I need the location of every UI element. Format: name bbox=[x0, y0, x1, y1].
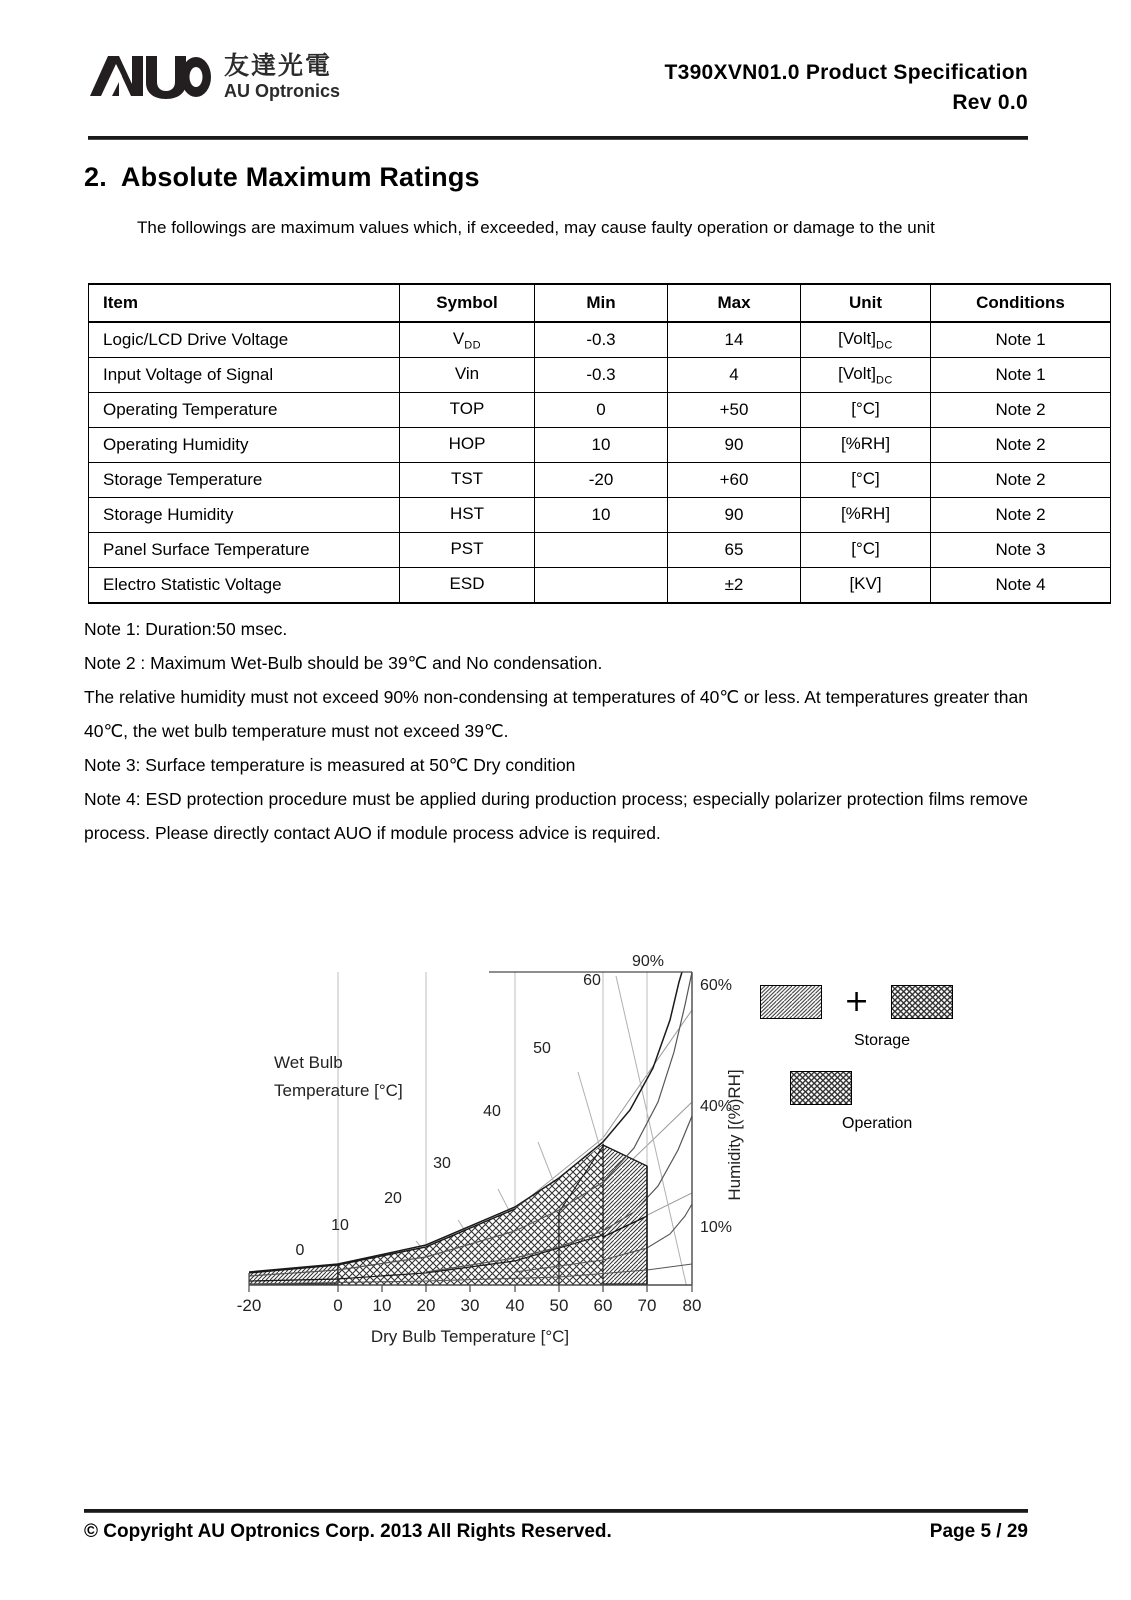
symbol-base: Vin bbox=[454, 363, 480, 383]
cell-max: 90 bbox=[668, 498, 801, 533]
symbol-base: V bbox=[452, 328, 465, 348]
note-2: Note 2 : Maximum Wet-Bulb should be 39℃ and No condensation. bbox=[84, 653, 603, 673]
column-header-item: Item bbox=[89, 284, 400, 322]
product-title: T390XVN01.0 Product Specification bbox=[664, 61, 1028, 84]
cell-max: 4 bbox=[668, 358, 801, 393]
cell-symbol bbox=[400, 322, 535, 358]
cell-max: +50 bbox=[668, 393, 801, 428]
crosshatch-swatch bbox=[790, 1071, 852, 1105]
diagonal-hatch-swatch bbox=[760, 985, 822, 1019]
table-row bbox=[89, 533, 1111, 568]
column-header-symbol: Symbol bbox=[400, 284, 535, 322]
unit-base: [°C] bbox=[851, 468, 880, 488]
rh-label-60: 60% bbox=[700, 977, 733, 994]
note-1: Note 1: Duration:50 msec. bbox=[84, 619, 288, 639]
page-title bbox=[84, 162, 480, 193]
cell-max: 65 bbox=[668, 533, 801, 568]
cell-unit bbox=[801, 322, 931, 358]
cell-unit bbox=[801, 568, 931, 604]
cell-max: 90 bbox=[668, 428, 801, 463]
x-tick-label: -20 bbox=[236, 1296, 262, 1315]
page-number: Page 5 / 29 bbox=[929, 1521, 1028, 1542]
symbol-base: TST bbox=[450, 468, 484, 488]
unit-base: [%RH] bbox=[840, 503, 891, 523]
x-tick-label: 80 bbox=[682, 1296, 702, 1315]
legend-label-operation: Operation bbox=[842, 1115, 913, 1132]
y-axis-title: Humidity [(%)RH] bbox=[725, 1069, 744, 1201]
wet-bulb-caption-line1: Wet Bulb bbox=[274, 1053, 343, 1072]
symbol-subscript: DD bbox=[464, 339, 482, 352]
cell-conditions: Note 2 bbox=[931, 463, 1111, 498]
section-intro-text: The followings are maximum values which, if exceeded, may cause faulty operation or damage to the unit bbox=[137, 218, 935, 237]
table-row bbox=[89, 568, 1111, 604]
table-row bbox=[89, 393, 1111, 428]
column-header-conditions: Conditions bbox=[931, 284, 1111, 322]
unit-base: [Volt] bbox=[838, 363, 876, 383]
header-title-block bbox=[664, 58, 1028, 119]
unit-subscript: DC bbox=[875, 339, 893, 352]
cell-unit bbox=[801, 428, 931, 463]
cell-min: -0.3 bbox=[535, 322, 668, 358]
absolute-maximum-ratings-table bbox=[88, 283, 1111, 604]
wet-bulb-tick: 0 bbox=[295, 1242, 305, 1259]
symbol-base: PST bbox=[450, 538, 484, 558]
column-header-unit: Unit bbox=[801, 284, 931, 322]
x-tick-label: 20 bbox=[416, 1296, 436, 1315]
x-tick-labels bbox=[237, 1296, 702, 1315]
section-number: 2. bbox=[84, 162, 107, 192]
note-3: Note 3: Surface temperature is measured at 50℃ Dry condition bbox=[84, 755, 576, 775]
cell-symbol bbox=[400, 358, 535, 393]
wet-bulb-tick: 20 bbox=[384, 1190, 402, 1207]
crosshatch-swatch bbox=[891, 985, 953, 1019]
table-row bbox=[89, 358, 1111, 393]
cell-conditions: Note 2 bbox=[931, 498, 1111, 533]
cell-item: Input Voltage of Signal bbox=[89, 358, 400, 393]
table-header-row bbox=[89, 284, 1111, 322]
table-row bbox=[89, 463, 1111, 498]
cell-symbol bbox=[400, 498, 535, 533]
cell-max: ±2 bbox=[668, 568, 801, 604]
x-tick-label: 50 bbox=[549, 1296, 569, 1315]
cell-conditions: Note 1 bbox=[931, 322, 1111, 358]
logo-english-name: AU Optronics bbox=[224, 80, 341, 101]
auo-logo-text bbox=[224, 50, 341, 101]
cell-min: 0 bbox=[535, 393, 668, 428]
auo-logo-icon bbox=[88, 52, 212, 100]
cell-conditions: Note 2 bbox=[931, 393, 1111, 428]
cell-symbol bbox=[400, 393, 535, 428]
rh-label-10: 10% bbox=[700, 1219, 733, 1236]
footer-divider bbox=[84, 1509, 1028, 1513]
cell-item: Electro Statistic Voltage bbox=[89, 568, 400, 604]
legend-storage-row bbox=[760, 985, 953, 1019]
unit-base: [°C] bbox=[851, 398, 880, 418]
column-header-min: Min bbox=[535, 284, 668, 322]
x-tick-label: 60 bbox=[593, 1296, 613, 1315]
cell-min bbox=[535, 533, 668, 568]
cell-unit bbox=[801, 533, 931, 568]
cell-item: Operating Temperature bbox=[89, 393, 400, 428]
section-heading: Absolute Maximum Ratings bbox=[120, 162, 480, 192]
unit-base: [°C] bbox=[851, 538, 880, 558]
page-footer bbox=[84, 1521, 1028, 1543]
cell-symbol bbox=[400, 463, 535, 498]
cell-min bbox=[535, 568, 668, 604]
cell-conditions: Note 3 bbox=[931, 533, 1111, 568]
rh-label-90: 90% bbox=[632, 953, 665, 970]
cell-max: +60 bbox=[668, 463, 801, 498]
cell-unit bbox=[801, 358, 931, 393]
chart-legend bbox=[760, 985, 1020, 1155]
revision-label: Rev 0.0 bbox=[952, 91, 1028, 115]
cell-conditions: Note 2 bbox=[931, 428, 1111, 463]
note-4: Note 4: ESD protection procedure must be applied during production process; especially polarizer protection films remove process. Please directly contact AUO if module process advice is required. bbox=[84, 789, 1028, 843]
symbol-base: ESD bbox=[449, 573, 485, 593]
x-axis-title: Dry Bulb Temperature [°C] bbox=[370, 1327, 570, 1346]
x-tick-label: 10 bbox=[372, 1296, 392, 1315]
cell-min: 10 bbox=[535, 498, 668, 533]
note-2-body: The relative humidity must not exceed 90% non-condensing at temperatures of 40℃ or less. At temperatures greater than 40℃, the wet bulb temperature must not exceed 39℃. bbox=[84, 687, 1028, 741]
unit-base: [%RH] bbox=[840, 433, 891, 453]
wet-bulb-tick: 30 bbox=[433, 1155, 451, 1172]
rh-label-40: 40% bbox=[700, 1098, 733, 1115]
x-tick-label: 30 bbox=[460, 1296, 480, 1315]
cell-item: Storage Temperature bbox=[89, 463, 400, 498]
cell-item: Logic/LCD Drive Voltage bbox=[89, 322, 400, 358]
auo-logo bbox=[88, 52, 340, 100]
plus-icon: + bbox=[844, 984, 870, 1019]
symbol-base: HOP bbox=[448, 433, 486, 453]
x-tick-label: 40 bbox=[505, 1296, 525, 1315]
header-divider bbox=[88, 136, 1028, 140]
cell-symbol bbox=[400, 568, 535, 604]
cell-unit bbox=[801, 498, 931, 533]
wet-bulb-caption-line2: Temperature [°C] bbox=[274, 1081, 403, 1100]
cell-unit bbox=[801, 393, 931, 428]
cell-symbol bbox=[400, 533, 535, 568]
legend-operation-row bbox=[790, 1071, 852, 1105]
cell-unit bbox=[801, 463, 931, 498]
symbol-base: HST bbox=[450, 503, 484, 523]
wet-bulb-tick: 40 bbox=[483, 1103, 501, 1120]
cell-conditions: Note 1 bbox=[931, 358, 1111, 393]
cell-max: 14 bbox=[668, 322, 801, 358]
x-tick-label: 0 bbox=[333, 1296, 343, 1315]
cell-item: Storage Humidity bbox=[89, 498, 400, 533]
wet-bulb-tick: 60 bbox=[583, 972, 601, 989]
table-row bbox=[89, 428, 1111, 463]
cell-min: -0.3 bbox=[535, 358, 668, 393]
x-tick-label: 70 bbox=[637, 1296, 657, 1315]
cell-min: 10 bbox=[535, 428, 668, 463]
table-row bbox=[89, 322, 1111, 358]
cell-item: Panel Surface Temperature bbox=[89, 533, 400, 568]
copyright-text: © Copyright AU Optronics Corp. 2013 All Rights Reserved. bbox=[84, 1521, 612, 1542]
cell-conditions: Note 4 bbox=[931, 568, 1111, 604]
column-header-max: Max bbox=[668, 284, 801, 322]
wet-bulb-tick: 50 bbox=[533, 1040, 551, 1057]
cell-item: Operating Humidity bbox=[89, 428, 400, 463]
legend-label-storage: Storage bbox=[854, 1032, 911, 1049]
notes-block bbox=[84, 612, 1028, 850]
cell-symbol bbox=[400, 428, 535, 463]
unit-base: [Volt] bbox=[838, 328, 876, 348]
unit-subscript: DC bbox=[875, 374, 893, 387]
cell-min: -20 bbox=[535, 463, 668, 498]
page-header bbox=[88, 48, 1028, 128]
symbol-base: TOP bbox=[449, 398, 485, 418]
table-row bbox=[89, 498, 1111, 533]
logo-chinese-name: 友達光電 bbox=[224, 50, 333, 80]
unit-base: [KV] bbox=[849, 573, 882, 593]
wet-bulb-tick: 10 bbox=[331, 1217, 349, 1234]
